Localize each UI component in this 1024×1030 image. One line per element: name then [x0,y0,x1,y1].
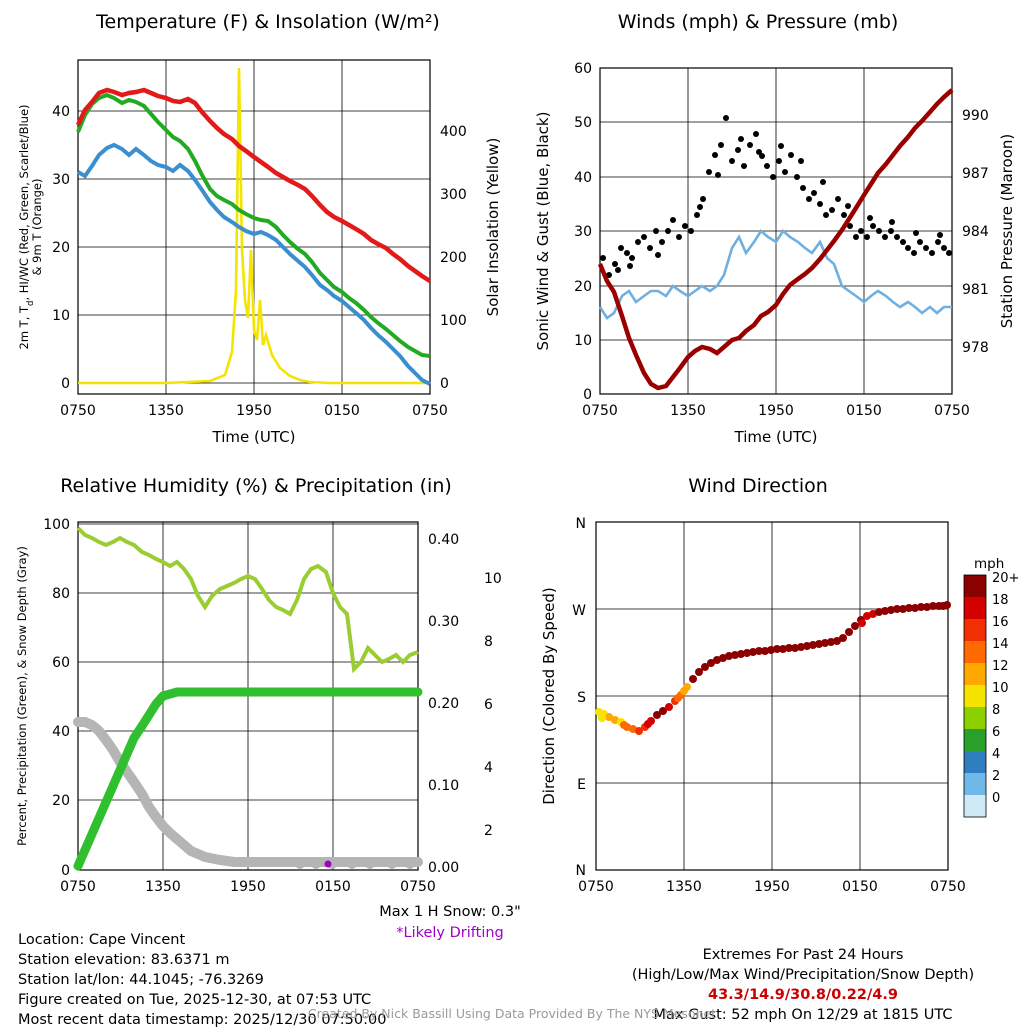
svg-text:16: 16 [992,615,1009,630]
svg-text:2: 2 [484,823,493,839]
snow-note [340,902,560,944]
temperature-y-left-label [17,104,44,349]
figure-created: Figure created on Tue, 2025-12-30, at 07:53 UTC [18,992,372,1008]
svg-text:20: 20 [574,279,592,295]
humidity-y-precip-ticks [428,532,459,876]
svg-text:10: 10 [992,681,1009,696]
panel-humidity-title: Relative Humidity (%) & Precipitation (in) [60,475,452,497]
svg-text:60: 60 [574,61,592,77]
svg-text:990: 990 [962,108,989,124]
wind-direction-axes [596,522,948,870]
svg-text:40: 40 [52,724,70,740]
panel-wind-direction-title: Wind Direction [688,475,828,497]
wind-speed-colorbar [964,556,1019,817]
svg-text:400: 400 [440,124,467,140]
svg-text:10: 10 [52,308,70,324]
svg-text:4: 4 [992,747,1001,762]
svg-text:N: N [575,516,586,532]
svg-text:200: 200 [440,250,467,266]
station-elevation: Station elevation: 83.6371 m [18,952,230,968]
svg-text:20: 20 [52,793,70,809]
max-1h-snow: Max 1 H Snow: 0.3" [379,904,521,920]
panel-winds-title: Winds (mph) & Pressure (mb) [617,11,899,33]
humidity-y-left-ticks [43,517,70,879]
svg-text:0: 0 [440,376,449,392]
extremes-subtitle: (High/Low/Max Wind/Precipitation/Snow Depth) [631,967,975,983]
winds-y-right-label: Station Pressure (Maroon) [998,133,1016,329]
svg-text:0.30: 0.30 [428,614,460,630]
svg-text:60: 60 [52,655,70,671]
winds-axes [600,68,952,394]
svg-text:300: 300 [440,187,467,203]
svg-text:1950: 1950 [236,403,272,419]
svg-text:100: 100 [43,517,70,533]
svg-text:1950: 1950 [230,879,266,895]
temperature-x-ticks [60,403,448,419]
svg-text:30: 30 [52,172,70,188]
svg-text:0750: 0750 [60,403,96,419]
svg-text:1350: 1350 [148,403,184,419]
temperature-axes [78,60,430,394]
series-wind-direction-points [595,601,951,735]
svg-text:6: 6 [992,725,1001,740]
winds-x-label: Time (UTC) [734,428,818,446]
svg-text:14: 14 [992,637,1009,652]
humidity-y-left-label: Percent, Precipitation (Green), & Snow Depth (Gray) [15,546,29,846]
panel-temperature [0,0,512,460]
panel-winds [512,0,1024,460]
svg-text:40: 40 [52,104,70,120]
svg-text:1350: 1350 [145,879,181,895]
svg-text:W: W [572,603,586,619]
svg-text:10: 10 [574,333,592,349]
svg-text:0.20: 0.20 [428,696,460,712]
extremes-values: 43.3/14.9/30.8/0.22/4.9 [708,987,898,1003]
svg-text:18: 18 [992,593,1009,608]
temperature-y-right-label: Solar Insolation (Yellow) [484,137,502,317]
svg-text:mph: mph [974,556,1005,572]
svg-text:1950: 1950 [758,403,794,419]
svg-text:0750: 0750 [934,403,970,419]
svg-text:S: S [577,690,586,706]
svg-text:0750: 0750 [60,879,96,895]
svg-text:0: 0 [992,791,1001,806]
wind-direction-x-ticks [578,879,966,895]
svg-text:1350: 1350 [670,403,706,419]
temperature-y-right-ticks [440,124,467,392]
temperature-x-label: Time (UTC) [212,428,296,446]
humidity-y-snow-ticks [484,571,502,839]
svg-text:0.10: 0.10 [428,778,460,794]
svg-text:0: 0 [61,376,70,392]
svg-text:6: 6 [484,697,493,713]
svg-text:0750: 0750 [582,403,618,419]
svg-text:12: 12 [992,659,1009,674]
svg-text:1950: 1950 [754,879,790,895]
svg-text:30: 30 [574,224,592,240]
panel-humidity [0,460,512,900]
winds-y-left-ticks [574,61,592,403]
svg-text:0750: 0750 [930,879,966,895]
svg-text:50: 50 [574,115,592,131]
svg-text:8: 8 [484,634,493,650]
svg-text:981: 981 [962,282,989,298]
extremes-title: Extremes For Past 24 Hours [702,947,904,963]
svg-text:0150: 0150 [846,403,882,419]
most-recent-timestamp: Most recent data timestamp: 2025/12/30 07:50:00 [18,1012,387,1028]
winds-x-ticks [582,403,970,419]
panel-temperature-title: Temperature (F) & Insolation (W/m²) [96,11,440,33]
winds-y-right-ticks [962,108,989,356]
svg-text:N: N [575,863,586,879]
wind-direction-y-ticks [572,516,586,879]
max-gust: Max Gust: 52 mph On 12/29 at 1815 UTC [653,1007,953,1023]
svg-text:100: 100 [440,313,467,329]
svg-text:20+: 20+ [992,571,1020,586]
svg-text:978: 978 [962,340,989,356]
likely-drifting-note: *Likely Drifting [396,925,504,941]
svg-text:0: 0 [583,387,592,403]
svg-text:0750: 0750 [578,879,614,895]
svg-text:& 9m T (Orange): & 9m T (Orange) [30,178,44,276]
svg-text:0.40: 0.40 [428,532,460,548]
svg-text:2m T, Td, HI/WC (Red, Green, S: 2m T, $T_d$, HI/WC (Red, Green, Scarlet/Blue) [17,104,36,350]
svg-text:984: 984 [962,224,989,240]
svg-text:0: 0 [61,863,70,879]
wind-direction-y-label: Direction (Colored By Speed) [540,587,558,805]
winds-y-left-label: Sonic Wind & Gust (Blue, Black) [534,111,552,351]
svg-text:0150: 0150 [324,403,360,419]
humidity-x-ticks [60,879,436,895]
station-location: Location: Cape Vincent [18,932,186,948]
svg-text:80: 80 [52,586,70,602]
temperature-y-left-ticks [52,104,70,392]
svg-text:2: 2 [992,769,1001,784]
svg-text:4: 4 [484,760,493,776]
svg-text:0150: 0150 [315,879,351,895]
panel-wind-direction [512,460,1024,900]
likely-drifting-point [325,861,332,868]
svg-text:8: 8 [992,703,1001,718]
credit-line: Created By Nick Bassill Using Data Provided By The NYS Mesonet [307,1006,717,1021]
svg-text:20: 20 [52,240,70,256]
svg-text:1350: 1350 [666,879,702,895]
svg-text:0150: 0150 [842,879,878,895]
svg-text:0750: 0750 [400,879,436,895]
svg-text:10: 10 [484,571,502,587]
svg-text:0.00: 0.00 [428,860,460,876]
station-latlon: Station lat/lon: 44.1045; -76.3269 [18,972,264,988]
svg-text:0750: 0750 [412,403,448,419]
svg-text:E: E [577,777,586,793]
svg-text:40: 40 [574,170,592,186]
svg-text:987: 987 [962,166,989,182]
